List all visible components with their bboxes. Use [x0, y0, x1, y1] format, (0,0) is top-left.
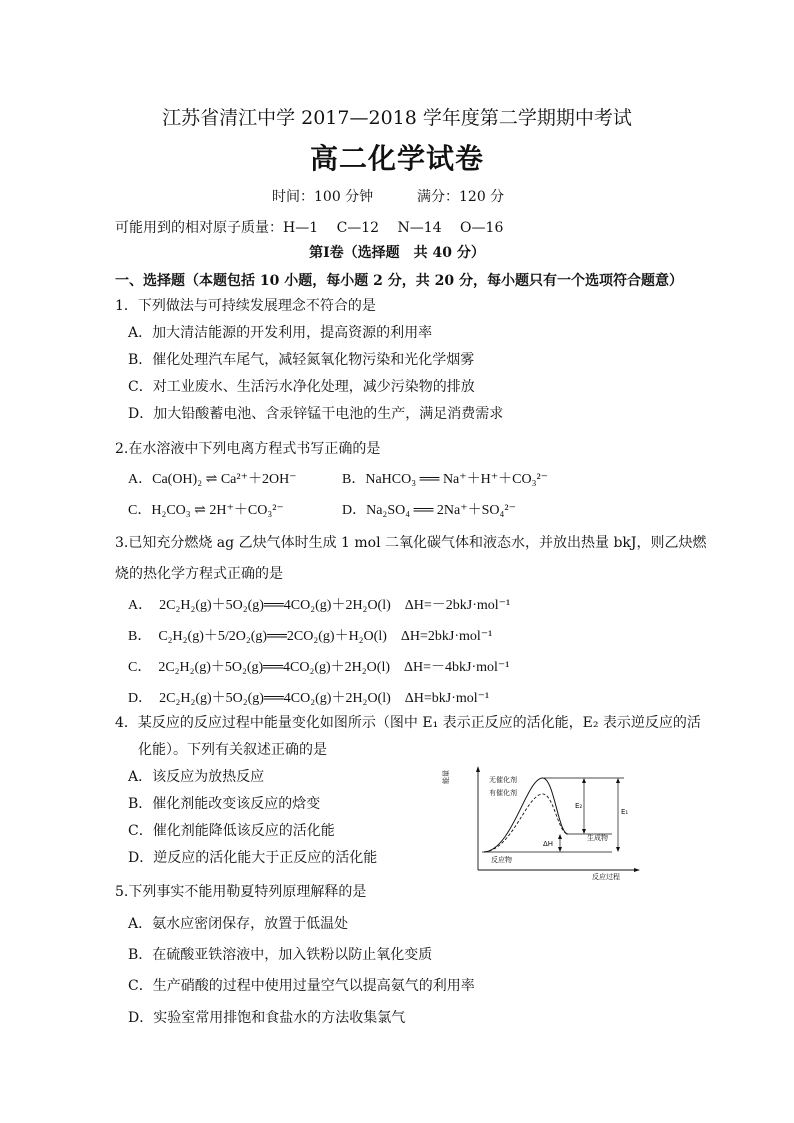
- energy-diagram: [434, 762, 644, 882]
- with-catalyst-label: 有催化剂: [489, 789, 517, 797]
- q4-option-d: D．逆反应的活化能大于正反应的活化能: [128, 850, 378, 866]
- q1-option-a: A．加大清洁能源的开发利用，提高资源的利用率: [128, 325, 433, 341]
- q1-stem: 1．下列做法与可持续发展理念不符合的是: [115, 298, 376, 314]
- dh-label: ΔH: [543, 840, 554, 848]
- q3-option-b: B． C₂H₂(g)＋5/2O₂(g)══2CO₂(g)＋H₂O(l) ΔH=2bkJ·mol⁻¹: [128, 629, 493, 644]
- x-axis-arrow: [634, 868, 640, 872]
- x-axis-label: 反应过程: [592, 873, 620, 881]
- q4-option-a: A．该反应为放热反应: [128, 769, 265, 785]
- part-title: 第Ⅰ卷（选择题 共 40 分）: [309, 245, 485, 261]
- q2-stem: 2.在水溶液中下列电离方程式书写正确的是: [115, 441, 381, 457]
- q2-option-c: C．H₂CO₃ ⇌ 2H⁺＋CO₃²⁻: [128, 503, 284, 518]
- school-title: 江苏省清江中学 2017—2018 学年度第二学期期中考试: [162, 107, 632, 129]
- reactant-label: 反应物: [491, 856, 512, 864]
- q4-option-c: C．催化剂能降低该反应的活化能: [128, 823, 335, 839]
- q5-option-b: B．在硫酸亚铁溶液中，加入铁粉以防止氧化变质: [128, 947, 433, 963]
- q3-option-d: D． 2C₂H₂(g)＋5O₂(g)══4CO₂(g)＋2H₂O(l) ΔH=bkJ·mol⁻¹: [128, 691, 490, 706]
- product-label: 生成物: [587, 834, 608, 842]
- q2-option-b: B．NaHCO₃ ══ Na⁺＋H⁺＋CO₃²⁻: [342, 472, 549, 487]
- q4-stem-line1: 4．某反应的反应过程中能量变化如图所示（图中 E₁ 表示正反应的活化能，E₂ 表示逆反应的活: [115, 715, 701, 731]
- q1-option-c: C．对工业废水、生活污水净化处理，减少污染物的排放: [128, 379, 475, 395]
- q5-option-d: D．实验室常用排饱和食盐水的方法收集氯气: [128, 1010, 406, 1026]
- y-axis-label: 能量: [442, 770, 450, 784]
- exam-time: 时间：100 分钟: [272, 189, 374, 205]
- q4-option-b: B．催化剂能改变该反应的焓变: [128, 796, 321, 812]
- q4-stem-line2: 化能）。下列有关叙述正确的是: [138, 742, 327, 758]
- q5-stem: 5.下列事实不能用勒夏特列原理解释的是: [115, 884, 367, 900]
- atomic-masses: 可能用到的相对原子质量：H—1 C—12 N—14 O—16: [115, 220, 504, 236]
- e2-label: E₂: [575, 802, 583, 810]
- q3-option-c: C． 2C₂H₂(g)＋5O₂(g)══4CO₂(g)＋2H₂O(l) ΔH=－4bkJ·mol⁻¹: [128, 660, 510, 675]
- q1-option-b: B．催化处理汽车尾气，减轻氮氧化物污染和光化学烟雾: [128, 352, 475, 368]
- section-heading: 一、选择题（本题包括 10 小题，每小题 2 分，共 20 分，每小题只有一个选项符合题意）: [115, 273, 683, 289]
- q2-option-d: D．Na₂SO₄ ══ 2Na⁺＋SO₄²⁻: [342, 503, 517, 518]
- q3-stem-line2: 烧的热化学方程式正确的是: [115, 566, 283, 582]
- q1-option-d: D．加大铅酸蓄电池、含汞锌锰干电池的生产，满足消费需求: [128, 406, 504, 422]
- q3-option-a: A． 2C₂H₂(g)＋5O₂(g)══4CO₂(g)＋2H₂O(l) ΔH=－2bkJ·mol⁻¹: [128, 598, 511, 613]
- no-catalyst-label: 无催化剂: [489, 776, 517, 784]
- q5-option-a: A．氨水应密闭保存，放置于低温处: [128, 916, 349, 932]
- y-axis-arrow: [476, 766, 480, 772]
- exam-score: 满分：120 分: [417, 189, 505, 205]
- e1-label: E₁: [621, 808, 629, 816]
- q2-option-a: A．Ca(OH)₂ ⇌ Ca²⁺＋2OH⁻: [128, 472, 297, 487]
- q5-option-c: C．生产硝酸的过程中使用过量空气以提高氨气的利用率: [128, 978, 475, 994]
- exam-title: 高二化学试卷: [309, 142, 484, 175]
- q3-stem-line1: 3.已知充分燃烧 ag 乙炔气体时生成 1 mol 二氧化碳气体和液态水，并放出热量 bkJ，则乙炔燃: [115, 535, 707, 551]
